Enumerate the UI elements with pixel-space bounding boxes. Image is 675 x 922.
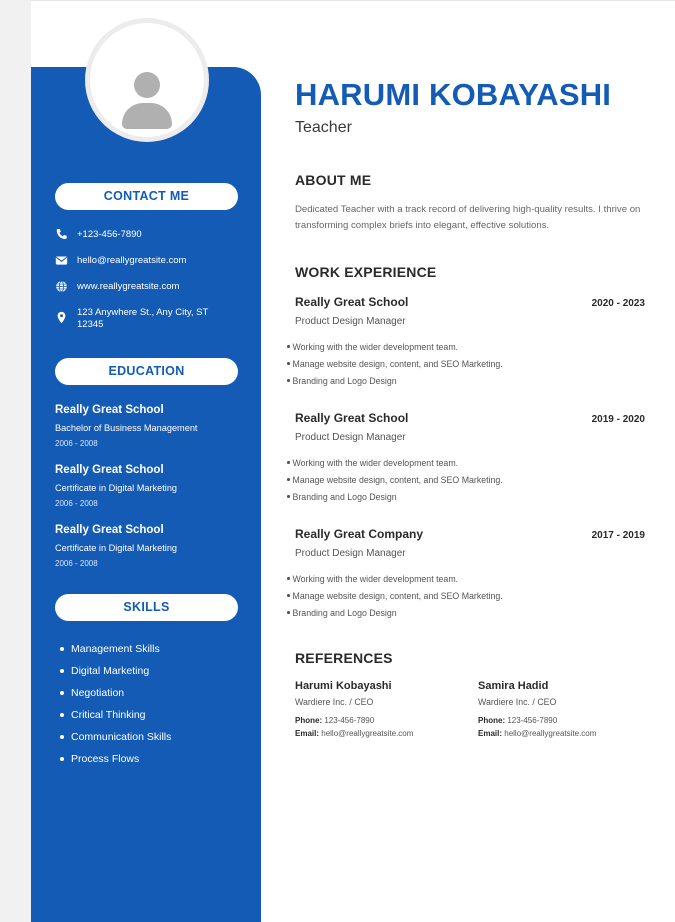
job-role: Teacher [295, 119, 352, 136]
education-degree: Certificate in Digital Marketing [55, 483, 178, 493]
reference-org: Wardiere Inc. / CEO [478, 697, 557, 707]
education-degree: Bachelor of Business Management [55, 423, 198, 433]
education-school: Really Great School [55, 464, 164, 476]
job-bullet: Working with the wider development team. [287, 338, 645, 355]
contact-phone-text: +123-456-7890 [77, 229, 142, 240]
education-degree: Certificate in Digital Marketing [55, 543, 178, 553]
education-years: 2006 - 2008 [55, 559, 98, 568]
contact-phone [55, 229, 235, 241]
education-years: 2006 - 2008 [55, 499, 98, 508]
skill-item: Negotiation [60, 682, 171, 704]
job-years: 2017 - 2019 [591, 530, 645, 541]
skill-item: Communication Skills [60, 726, 171, 748]
job-title: Product Design Manager [295, 316, 406, 327]
skill-item: Process Flows [60, 748, 171, 770]
references-heading: REFERENCES [295, 650, 393, 666]
phone-icon [55, 228, 68, 241]
reference-card [478, 680, 648, 738]
reference-email [478, 729, 648, 738]
about-text: Dedicated Teacher with a track record of delivering high-quality results. I thrive on transforming complex briefs into elegant, effective solutions. [295, 204, 641, 231]
contact-email-text: hello@reallygreatsite.com [77, 255, 187, 266]
phone-label: Phone: [295, 716, 323, 725]
job-company: Really Great School [295, 295, 409, 309]
skill-item: Management Skills [60, 638, 171, 660]
job-bullet: Branding and Logo Design [287, 604, 645, 621]
skills-list [60, 638, 171, 770]
location-pin-icon [55, 311, 68, 324]
email-label: Email: [478, 729, 503, 738]
job-bullet: Manage website design, content, and SEO Marketing. [287, 587, 645, 604]
reference-email-value: hello@reallygreatsite.com [321, 729, 414, 738]
contact-email [55, 255, 235, 267]
contact-website [55, 281, 235, 293]
envelope-icon [55, 254, 68, 267]
reference-phone [478, 716, 648, 725]
contact-address [55, 307, 235, 331]
reference-email-value: hello@reallygreatsite.com [504, 729, 597, 738]
job-bullet: Branding and Logo Design [287, 488, 645, 505]
education-item [55, 464, 245, 508]
job-company: Really Great School [295, 411, 409, 425]
job-entry [292, 411, 645, 505]
about-heading: ABOUT ME [295, 172, 372, 188]
reference-email [295, 729, 465, 738]
globe-icon [55, 280, 68, 293]
job-bullet: Manage website design, content, and SEO Marketing. [287, 471, 645, 488]
job-bullets [287, 338, 645, 389]
job-years: 2020 - 2023 [591, 298, 645, 309]
skills-heading: SKILLS [55, 594, 238, 621]
reference-card [295, 680, 465, 738]
page-title: HARUMI KOBAYASHI [295, 77, 612, 112]
job-bullets [287, 570, 645, 621]
reference-phone-value: 123-456-7890 [324, 716, 375, 725]
education-school: Really Great School [55, 524, 164, 536]
skill-item: Digital Marketing [60, 660, 171, 682]
job-bullet: Working with the wider development team. [287, 454, 645, 471]
job-bullet: Manage website design, content, and SEO Marketing. [287, 355, 645, 372]
phone-label: Phone: [478, 716, 506, 725]
skill-item: Critical Thinking [60, 704, 171, 726]
education-school: Really Great School [55, 404, 164, 416]
reference-name: Samira Hadid [478, 680, 549, 692]
education-heading: EDUCATION [55, 358, 238, 385]
job-company: Really Great Company [295, 527, 424, 541]
job-entry [292, 295, 645, 389]
reference-name: Harumi Kobayashi [295, 680, 392, 692]
job-bullet: Working with the wider development team. [287, 570, 645, 587]
person-placeholder-icon [134, 72, 160, 98]
contact-website-text: www.reallygreatsite.com [77, 281, 180, 292]
job-title: Product Design Manager [295, 432, 406, 443]
job-entry [292, 527, 645, 621]
reference-org: Wardiere Inc. / CEO [295, 697, 374, 707]
job-bullets [287, 454, 645, 505]
contact-address-text: 123 Anywhere St., Any City, ST 12345 [77, 307, 209, 330]
reference-phone [295, 716, 465, 725]
work-heading: WORK EXPERIENCE [295, 264, 437, 280]
job-title: Product Design Manager [295, 548, 406, 559]
education-item [55, 524, 245, 568]
education-years: 2006 - 2008 [55, 439, 98, 448]
job-bullet: Branding and Logo Design [287, 372, 645, 389]
reference-phone-value: 123-456-7890 [507, 716, 558, 725]
email-label: Email: [295, 729, 320, 738]
contact-heading: CONTACT ME [55, 183, 238, 210]
education-item [55, 404, 245, 448]
job-years: 2019 - 2020 [591, 414, 645, 425]
